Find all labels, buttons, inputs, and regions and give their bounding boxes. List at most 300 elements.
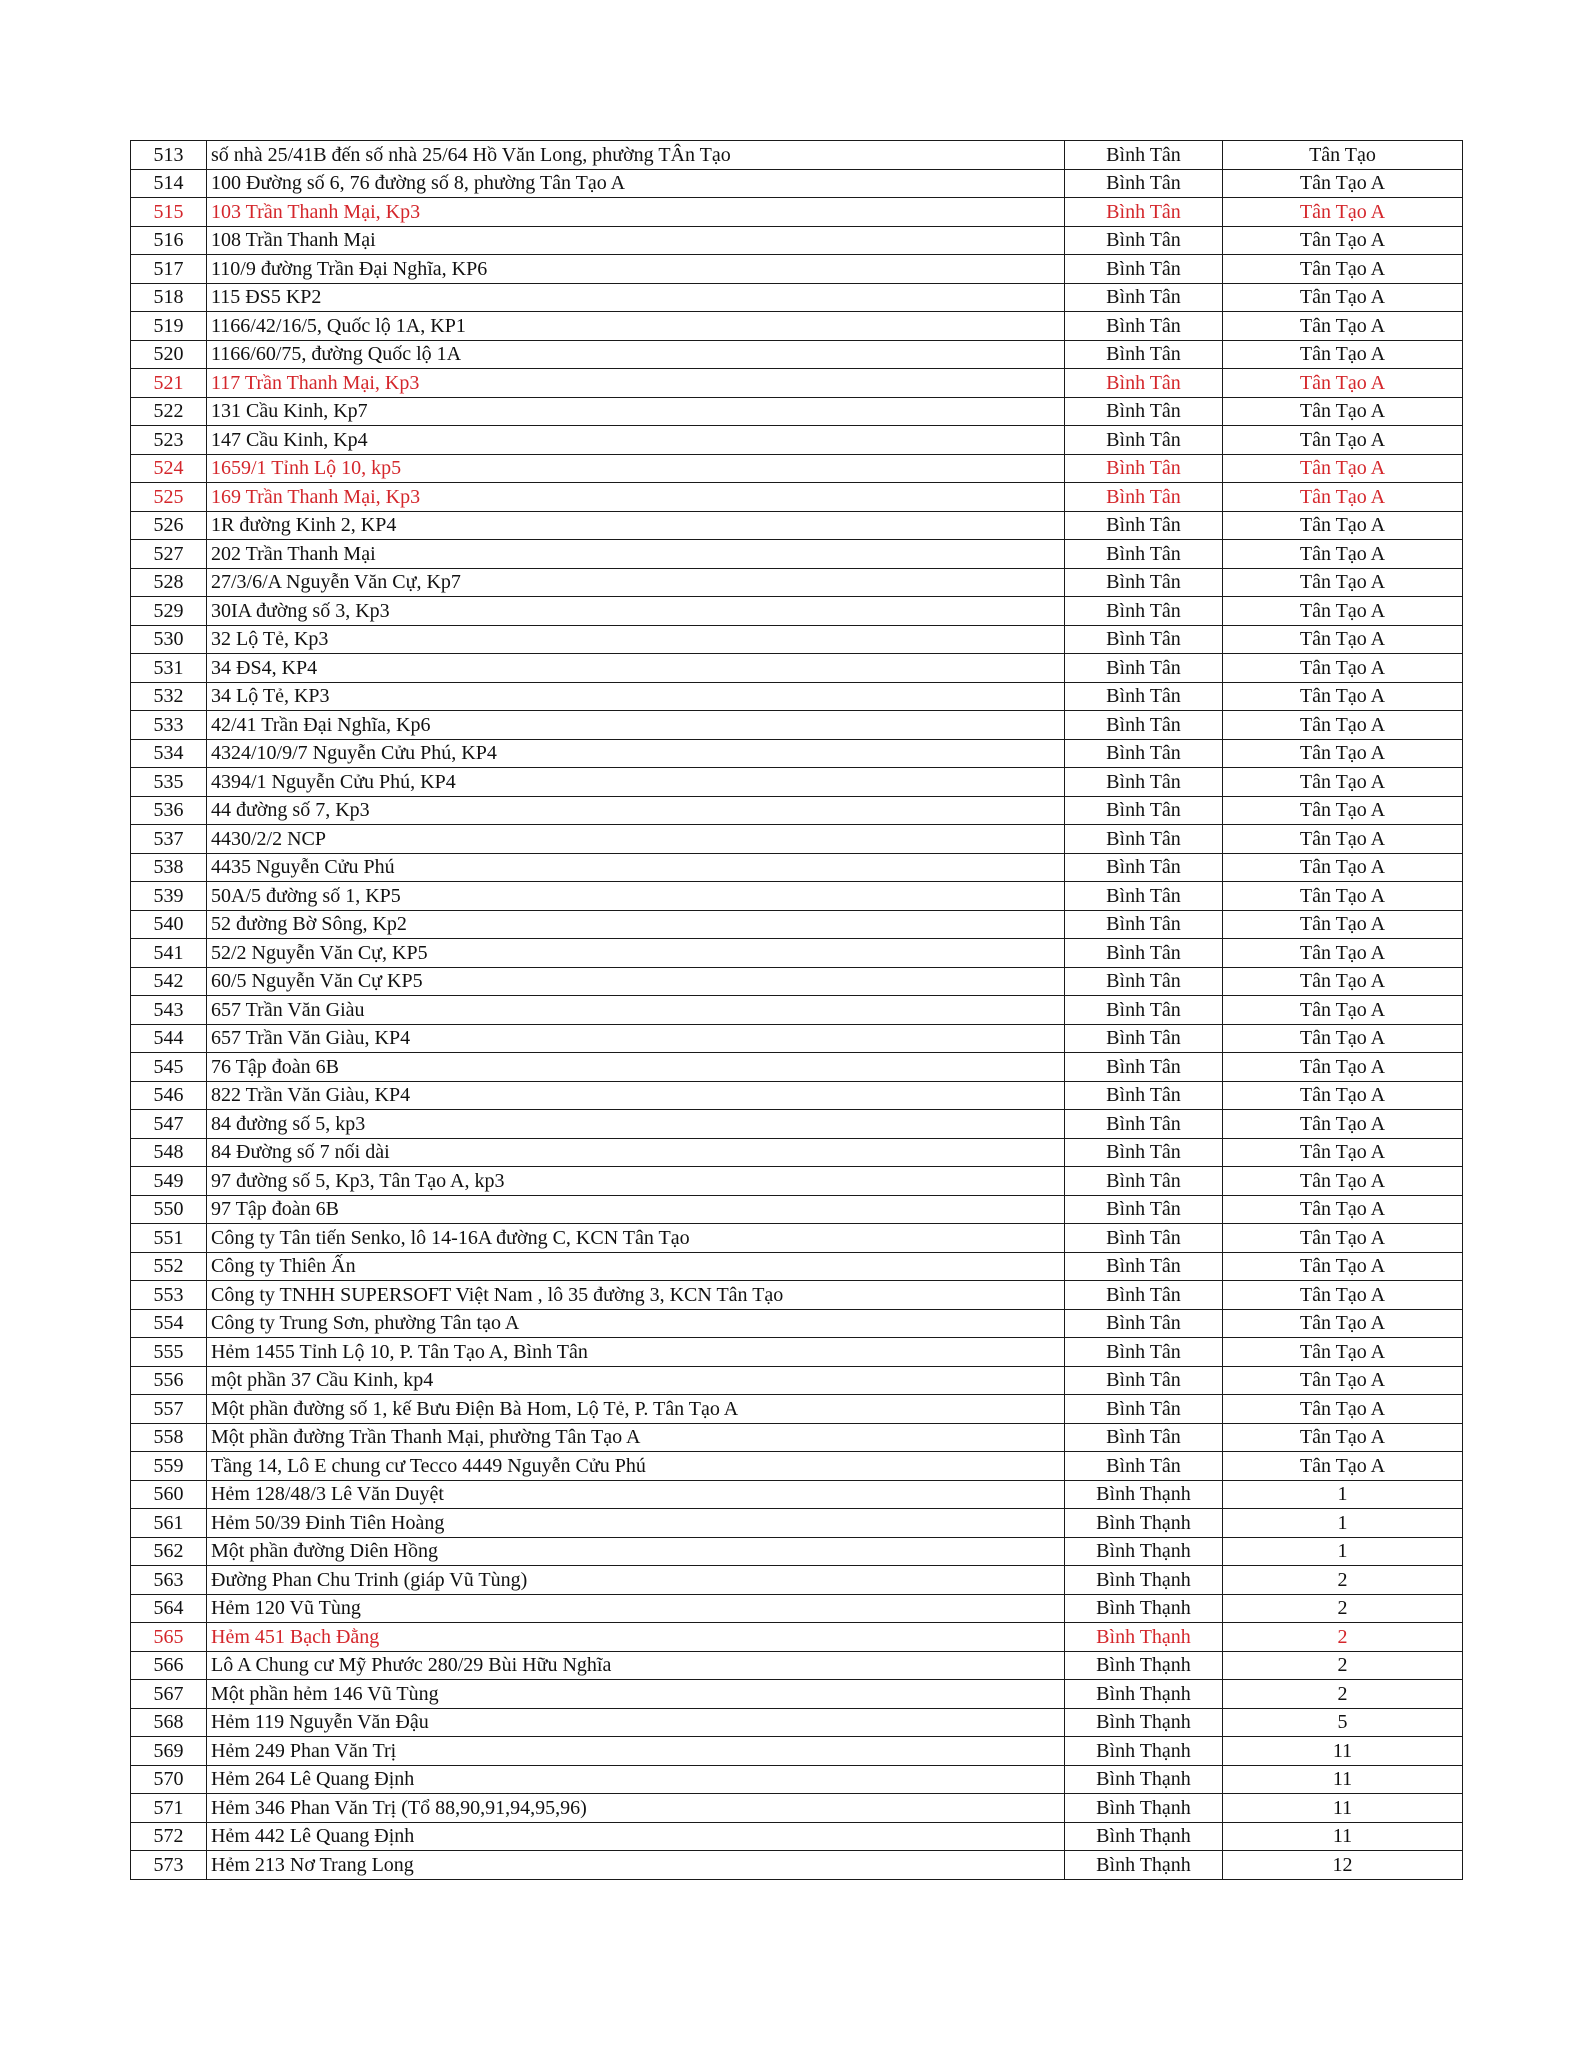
address-cell: 103 Trần Thanh Mại, Kp3 <box>207 198 1065 227</box>
ward-cell: Tân Tạo A <box>1223 283 1463 312</box>
row-number-cell: 520 <box>131 340 207 369</box>
district-cell: Bình Tân <box>1065 1138 1223 1167</box>
district-cell: Bình Tân <box>1065 967 1223 996</box>
ward-cell: Tân Tạo A <box>1223 654 1463 683</box>
address-cell: 110/9 đường Trần Đại Nghĩa, KP6 <box>207 255 1065 284</box>
district-cell: Bình Tân <box>1065 825 1223 854</box>
district-cell: Bình Thạnh <box>1065 1509 1223 1538</box>
row-number-cell: 546 <box>131 1081 207 1110</box>
row-number-cell: 538 <box>131 853 207 882</box>
district-cell: Bình Tân <box>1065 340 1223 369</box>
address-cell: 34 ĐS4, KP4 <box>207 654 1065 683</box>
row-number-cell: 557 <box>131 1395 207 1424</box>
address-cell: 97 Tập đoàn 6B <box>207 1195 1065 1224</box>
table-row <box>131 682 1463 711</box>
ward-cell: Tân Tạo A <box>1223 226 1463 255</box>
row-number-cell: 534 <box>131 739 207 768</box>
ward-cell: Tân Tạo A <box>1223 312 1463 341</box>
ward-cell: Tân Tạo A <box>1223 369 1463 398</box>
row-number-cell: 518 <box>131 283 207 312</box>
row-number-cell: 573 <box>131 1851 207 1880</box>
district-cell: Bình Tân <box>1065 1053 1223 1082</box>
ward-cell: Tân Tạo A <box>1223 1452 1463 1481</box>
table-row <box>131 568 1463 597</box>
ward-cell: Tân Tạo A <box>1223 1338 1463 1367</box>
row-number-cell: 544 <box>131 1024 207 1053</box>
row-number-cell: 524 <box>131 454 207 483</box>
row-number-cell: 550 <box>131 1195 207 1224</box>
district-cell: Bình Tân <box>1065 511 1223 540</box>
district-cell: Bình Tân <box>1065 1024 1223 1053</box>
table-row <box>131 1452 1463 1481</box>
ward-cell: Tân Tạo A <box>1223 1395 1463 1424</box>
row-number-cell: 554 <box>131 1309 207 1338</box>
row-number-cell: 543 <box>131 996 207 1025</box>
address-cell: 1659/1 Tỉnh Lộ 10, kp5 <box>207 454 1065 483</box>
address-cell: 42/41 Trần Đại Nghĩa, Kp6 <box>207 711 1065 740</box>
ward-cell: Tân Tạo A <box>1223 1224 1463 1253</box>
address-cell: 1166/60/75, đường Quốc lộ 1A <box>207 340 1065 369</box>
address-cell: Công ty Thiên Ấn <box>207 1252 1065 1281</box>
row-number-cell: 552 <box>131 1252 207 1281</box>
row-number-cell: 537 <box>131 825 207 854</box>
district-cell: Bình Tân <box>1065 255 1223 284</box>
table-row <box>131 1281 1463 1310</box>
address-cell: Công ty Tân tiến Senko, lô 14-16A đường C, KCN Tân Tạo <box>207 1224 1065 1253</box>
table-row <box>131 397 1463 426</box>
ward-cell: Tân Tạo A <box>1223 597 1463 626</box>
row-number-cell: 559 <box>131 1452 207 1481</box>
table-row <box>131 312 1463 341</box>
row-number-cell: 541 <box>131 939 207 968</box>
district-cell: Bình Tân <box>1065 910 1223 939</box>
table-row <box>131 169 1463 198</box>
row-number-cell: 515 <box>131 198 207 227</box>
ward-cell: Tân Tạo A <box>1223 1195 1463 1224</box>
row-number-cell: 545 <box>131 1053 207 1082</box>
address-cell: Hẻm 1455 Tỉnh Lộ 10, P. Tân Tạo A, Bình Tân <box>207 1338 1065 1367</box>
address-cell: 4324/10/9/7 Nguyễn Cửu Phú, KP4 <box>207 739 1065 768</box>
table-row <box>131 1537 1463 1566</box>
row-number-cell: 571 <box>131 1794 207 1823</box>
row-number-cell: 572 <box>131 1822 207 1851</box>
ward-cell: Tân Tạo A <box>1223 568 1463 597</box>
address-cell: Công ty Trung Sơn, phường Tân tạo A <box>207 1309 1065 1338</box>
table-row <box>131 967 1463 996</box>
table-row <box>131 1851 1463 1880</box>
table-row <box>131 1708 1463 1737</box>
table-row <box>131 939 1463 968</box>
address-cell: 117 Trần Thanh Mại, Kp3 <box>207 369 1065 398</box>
district-cell: Bình Tân <box>1065 1281 1223 1310</box>
table-row <box>131 1737 1463 1766</box>
row-number-cell: 569 <box>131 1737 207 1766</box>
address-table-body <box>131 141 1463 1880</box>
district-cell: Bình Tân <box>1065 198 1223 227</box>
address-cell: Hẻm 346 Phan Văn Trị (Tổ 88,90,91,94,95,96) <box>207 1794 1065 1823</box>
row-number-cell: 551 <box>131 1224 207 1253</box>
ward-cell: Tân Tạo A <box>1223 768 1463 797</box>
row-number-cell: 531 <box>131 654 207 683</box>
table-row <box>131 426 1463 455</box>
ward-cell: Tân Tạo A <box>1223 1281 1463 1310</box>
ward-cell: Tân Tạo A <box>1223 711 1463 740</box>
table-row <box>131 1024 1463 1053</box>
address-cell: Công ty TNHH SUPERSOFT Việt Nam , lô 35 đường 3, KCN Tân Tạo <box>207 1281 1065 1310</box>
address-cell: Tầng 14, Lô E chung cư Tecco 4449 Nguyễn Cửu Phú <box>207 1452 1065 1481</box>
address-cell: 60/5 Nguyễn Văn Cự KP5 <box>207 967 1065 996</box>
ward-cell: Tân Tạo A <box>1223 1366 1463 1395</box>
table-row <box>131 853 1463 882</box>
address-cell: 1166/42/16/5, Quốc lộ 1A, KP1 <box>207 312 1065 341</box>
address-table <box>130 140 1463 1880</box>
district-cell: Bình Tân <box>1065 1395 1223 1424</box>
address-cell: Hẻm 451 Bạch Đằng <box>207 1623 1065 1652</box>
address-cell: Hẻm 120 Vũ Tùng <box>207 1594 1065 1623</box>
table-row <box>131 654 1463 683</box>
district-cell: Bình Tân <box>1065 1081 1223 1110</box>
table-row <box>131 283 1463 312</box>
row-number-cell: 560 <box>131 1480 207 1509</box>
ward-cell: Tân Tạo A <box>1223 996 1463 1025</box>
ward-cell: Tân Tạo A <box>1223 1252 1463 1281</box>
district-cell: Bình Tân <box>1065 1252 1223 1281</box>
ward-cell: 11 <box>1223 1794 1463 1823</box>
address-cell: 115 ĐS5 KP2 <box>207 283 1065 312</box>
district-cell: Bình Tân <box>1065 454 1223 483</box>
district-cell: Bình Tân <box>1065 1224 1223 1253</box>
row-number-cell: 525 <box>131 483 207 512</box>
ward-cell: Tân Tạo A <box>1223 1024 1463 1053</box>
district-cell: Bình Tân <box>1065 796 1223 825</box>
row-number-cell: 563 <box>131 1566 207 1595</box>
table-row <box>131 369 1463 398</box>
ward-cell: Tân Tạo <box>1223 141 1463 170</box>
table-row <box>131 1338 1463 1367</box>
row-number-cell: 540 <box>131 910 207 939</box>
ward-cell: Tân Tạo A <box>1223 682 1463 711</box>
table-row <box>131 1081 1463 1110</box>
row-number-cell: 533 <box>131 711 207 740</box>
ward-cell: Tân Tạo A <box>1223 397 1463 426</box>
address-cell: 34 Lộ Tẻ, KP3 <box>207 682 1065 711</box>
address-cell: 657 Trần Văn Giàu, KP4 <box>207 1024 1065 1053</box>
table-row <box>131 1651 1463 1680</box>
district-cell: Bình Tân <box>1065 141 1223 170</box>
table-row <box>131 996 1463 1025</box>
address-cell: 4430/2/2 NCP <box>207 825 1065 854</box>
ward-cell: 12 <box>1223 1851 1463 1880</box>
ward-cell: 11 <box>1223 1765 1463 1794</box>
address-cell: 30IA đường số 3, Kp3 <box>207 597 1065 626</box>
district-cell: Bình Thạnh <box>1065 1537 1223 1566</box>
table-row <box>131 141 1463 170</box>
district-cell: Bình Tân <box>1065 426 1223 455</box>
table-row <box>131 1224 1463 1253</box>
address-cell: Hẻm 213 Nơ Trang Long <box>207 1851 1065 1880</box>
ward-cell: Tân Tạo A <box>1223 511 1463 540</box>
table-row <box>131 597 1463 626</box>
table-row <box>131 625 1463 654</box>
table-row <box>131 1594 1463 1623</box>
ward-cell: Tân Tạo A <box>1223 540 1463 569</box>
address-cell: 100 Đường số 6, 76 đường số 8, phường Tân Tạo A <box>207 169 1065 198</box>
address-cell: số nhà 25/41B đến số nhà 25/64 Hồ Văn Long, phường TÂn Tạo <box>207 141 1065 170</box>
ward-cell: Tân Tạo A <box>1223 967 1463 996</box>
table-row <box>131 1423 1463 1452</box>
address-cell: Hẻm 442 Lê Quang Định <box>207 1822 1065 1851</box>
row-number-cell: 532 <box>131 682 207 711</box>
address-cell: 4394/1 Nguyễn Cửu Phú, KP4 <box>207 768 1065 797</box>
district-cell: Bình Tân <box>1065 654 1223 683</box>
address-cell: 44 đường số 7, Kp3 <box>207 796 1065 825</box>
address-cell: Hẻm 264 Lê Quang Định <box>207 1765 1065 1794</box>
address-cell: Hẻm 119 Nguyễn Văn Đậu <box>207 1708 1065 1737</box>
address-cell: 169 Trần Thanh Mại, Kp3 <box>207 483 1065 512</box>
district-cell: Bình Tân <box>1065 540 1223 569</box>
district-cell: Bình Thạnh <box>1065 1822 1223 1851</box>
district-cell: Bình Tân <box>1065 939 1223 968</box>
table-row <box>131 1623 1463 1652</box>
row-number-cell: 568 <box>131 1708 207 1737</box>
address-cell: 32 Lộ Tẻ, Kp3 <box>207 625 1065 654</box>
ward-cell: Tân Tạo A <box>1223 426 1463 455</box>
row-number-cell: 558 <box>131 1423 207 1452</box>
row-number-cell: 547 <box>131 1110 207 1139</box>
table-row <box>131 1822 1463 1851</box>
address-cell: Hẻm 249 Phan Văn Trị <box>207 1737 1065 1766</box>
address-cell: 27/3/6/A Nguyễn Văn Cự, Kp7 <box>207 568 1065 597</box>
address-cell: 1R đường Kinh 2, KP4 <box>207 511 1065 540</box>
ward-cell: Tân Tạo A <box>1223 483 1463 512</box>
table-row <box>131 1138 1463 1167</box>
row-number-cell: 516 <box>131 226 207 255</box>
address-cell: một phần 37 Cầu Kinh, kp4 <box>207 1366 1065 1395</box>
row-number-cell: 522 <box>131 397 207 426</box>
address-cell: Hẻm 50/39 Đinh Tiên Hoàng <box>207 1509 1065 1538</box>
district-cell: Bình Thạnh <box>1065 1765 1223 1794</box>
row-number-cell: 523 <box>131 426 207 455</box>
ward-cell: 2 <box>1223 1566 1463 1595</box>
address-cell: 202 Trần Thanh Mại <box>207 540 1065 569</box>
district-cell: Bình Thạnh <box>1065 1708 1223 1737</box>
ward-cell: Tân Tạo A <box>1223 1138 1463 1167</box>
row-number-cell: 527 <box>131 540 207 569</box>
row-number-cell: 514 <box>131 169 207 198</box>
table-row <box>131 1794 1463 1823</box>
district-cell: Bình Thạnh <box>1065 1680 1223 1709</box>
table-row <box>131 226 1463 255</box>
address-cell: Đường Phan Chu Trinh (giáp Vũ Tùng) <box>207 1566 1065 1595</box>
row-number-cell: 555 <box>131 1338 207 1367</box>
ward-cell: 5 <box>1223 1708 1463 1737</box>
district-cell: Bình Tân <box>1065 739 1223 768</box>
table-row <box>131 540 1463 569</box>
address-cell: 84 đường số 5, kp3 <box>207 1110 1065 1139</box>
district-cell: Bình Thạnh <box>1065 1851 1223 1880</box>
ward-cell: Tân Tạo A <box>1223 939 1463 968</box>
table-row <box>131 1765 1463 1794</box>
district-cell: Bình Tân <box>1065 1309 1223 1338</box>
district-cell: Bình Tân <box>1065 1366 1223 1395</box>
table-row <box>131 1110 1463 1139</box>
district-cell: Bình Thạnh <box>1065 1623 1223 1652</box>
ward-cell: Tân Tạo A <box>1223 255 1463 284</box>
district-cell: Bình Tân <box>1065 369 1223 398</box>
ward-cell: Tân Tạo A <box>1223 340 1463 369</box>
ward-cell: Tân Tạo A <box>1223 1423 1463 1452</box>
table-row <box>131 1167 1463 1196</box>
ward-cell: 1 <box>1223 1537 1463 1566</box>
row-number-cell: 561 <box>131 1509 207 1538</box>
district-cell: Bình Tân <box>1065 682 1223 711</box>
row-number-cell: 566 <box>131 1651 207 1680</box>
row-number-cell: 517 <box>131 255 207 284</box>
address-cell: Lô A Chung cư Mỹ Phước 280/29 Bùi Hữu Nghĩa <box>207 1651 1065 1680</box>
district-cell: Bình Tân <box>1065 1423 1223 1452</box>
table-row <box>131 1566 1463 1595</box>
district-cell: Bình Tân <box>1065 768 1223 797</box>
row-number-cell: 535 <box>131 768 207 797</box>
district-cell: Bình Tân <box>1065 1167 1223 1196</box>
address-cell: Một phần đường số 1, kế Bưu Điện Bà Hom, Lộ Tẻ, P. Tân Tạo A <box>207 1395 1065 1424</box>
ward-cell: Tân Tạo A <box>1223 454 1463 483</box>
row-number-cell: 529 <box>131 597 207 626</box>
ward-cell: Tân Tạo A <box>1223 825 1463 854</box>
district-cell: Bình Tân <box>1065 1452 1223 1481</box>
table-row <box>131 1395 1463 1424</box>
table-row <box>131 255 1463 284</box>
address-cell: Một phần hẻm 146 Vũ Tùng <box>207 1680 1065 1709</box>
address-cell: 108 Trần Thanh Mại <box>207 226 1065 255</box>
ward-cell: Tân Tạo A <box>1223 853 1463 882</box>
row-number-cell: 567 <box>131 1680 207 1709</box>
ward-cell: Tân Tạo A <box>1223 1309 1463 1338</box>
district-cell: Bình Tân <box>1065 1195 1223 1224</box>
row-number-cell: 528 <box>131 568 207 597</box>
district-cell: Bình Tân <box>1065 996 1223 1025</box>
table-row <box>131 768 1463 797</box>
ward-cell: Tân Tạo A <box>1223 1167 1463 1196</box>
district-cell: Bình Thạnh <box>1065 1737 1223 1766</box>
ward-cell: 11 <box>1223 1822 1463 1851</box>
district-cell: Bình Thạnh <box>1065 1794 1223 1823</box>
table-row <box>131 739 1463 768</box>
ward-cell: Tân Tạo A <box>1223 882 1463 911</box>
ward-cell: Tân Tạo A <box>1223 910 1463 939</box>
table-row <box>131 1509 1463 1538</box>
ward-cell: 2 <box>1223 1651 1463 1680</box>
table-row <box>131 1309 1463 1338</box>
table-row <box>131 1680 1463 1709</box>
row-number-cell: 553 <box>131 1281 207 1310</box>
ward-cell: 1 <box>1223 1480 1463 1509</box>
district-cell: Bình Tân <box>1065 625 1223 654</box>
district-cell: Bình Thạnh <box>1065 1480 1223 1509</box>
address-cell: 147 Cầu Kinh, Kp4 <box>207 426 1065 455</box>
district-cell: Bình Tân <box>1065 882 1223 911</box>
ward-cell: Tân Tạo A <box>1223 1110 1463 1139</box>
ward-cell: Tân Tạo A <box>1223 1081 1463 1110</box>
ward-cell: 1 <box>1223 1509 1463 1538</box>
row-number-cell: 548 <box>131 1138 207 1167</box>
ward-cell: Tân Tạo A <box>1223 625 1463 654</box>
row-number-cell: 542 <box>131 967 207 996</box>
table-row <box>131 711 1463 740</box>
row-number-cell: 530 <box>131 625 207 654</box>
row-number-cell: 521 <box>131 369 207 398</box>
table-row <box>131 825 1463 854</box>
row-number-cell: 564 <box>131 1594 207 1623</box>
district-cell: Bình Tân <box>1065 169 1223 198</box>
ward-cell: 2 <box>1223 1623 1463 1652</box>
address-cell: 4435 Nguyễn Cửu Phú <box>207 853 1065 882</box>
address-cell: 76 Tập đoàn 6B <box>207 1053 1065 1082</box>
table-row <box>131 198 1463 227</box>
ward-cell: Tân Tạo A <box>1223 796 1463 825</box>
row-number-cell: 565 <box>131 1623 207 1652</box>
table-row <box>131 511 1463 540</box>
address-cell: 97 đường số 5, Kp3, Tân Tạo A, kp3 <box>207 1167 1065 1196</box>
row-number-cell: 549 <box>131 1167 207 1196</box>
ward-cell: 11 <box>1223 1737 1463 1766</box>
table-row <box>131 1366 1463 1395</box>
row-number-cell: 556 <box>131 1366 207 1395</box>
table-row <box>131 882 1463 911</box>
table-row <box>131 454 1463 483</box>
address-cell: Một phần đường Trần Thanh Mại, phường Tân Tạo A <box>207 1423 1065 1452</box>
district-cell: Bình Tân <box>1065 597 1223 626</box>
row-number-cell: 526 <box>131 511 207 540</box>
district-cell: Bình Tân <box>1065 226 1223 255</box>
ward-cell: Tân Tạo A <box>1223 1053 1463 1082</box>
ward-cell: 2 <box>1223 1594 1463 1623</box>
district-cell: Bình Tân <box>1065 397 1223 426</box>
address-cell: 84 Đường số 7 nối dài <box>207 1138 1065 1167</box>
ward-cell: Tân Tạo A <box>1223 198 1463 227</box>
row-number-cell: 539 <box>131 882 207 911</box>
table-row <box>131 340 1463 369</box>
address-cell: 131 Cầu Kinh, Kp7 <box>207 397 1065 426</box>
district-cell: Bình Tân <box>1065 1338 1223 1367</box>
table-row <box>131 1053 1463 1082</box>
district-cell: Bình Thạnh <box>1065 1651 1223 1680</box>
district-cell: Bình Tân <box>1065 283 1223 312</box>
district-cell: Bình Thạnh <box>1065 1594 1223 1623</box>
table-row <box>131 1480 1463 1509</box>
table-row <box>131 483 1463 512</box>
district-cell: Bình Thạnh <box>1065 1566 1223 1595</box>
address-cell: 52 đường Bờ Sông, Kp2 <box>207 910 1065 939</box>
row-number-cell: 519 <box>131 312 207 341</box>
district-cell: Bình Tân <box>1065 568 1223 597</box>
row-number-cell: 536 <box>131 796 207 825</box>
district-cell: Bình Tân <box>1065 312 1223 341</box>
table-row <box>131 910 1463 939</box>
address-cell: Một phần đường Diên Hồng <box>207 1537 1065 1566</box>
row-number-cell: 562 <box>131 1537 207 1566</box>
address-cell: 52/2 Nguyễn Văn Cự, KP5 <box>207 939 1065 968</box>
address-cell: 657 Trần Văn Giàu <box>207 996 1065 1025</box>
district-cell: Bình Tân <box>1065 853 1223 882</box>
ward-cell: 2 <box>1223 1680 1463 1709</box>
table-row <box>131 796 1463 825</box>
row-number-cell: 570 <box>131 1765 207 1794</box>
address-cell: 50A/5 đường số 1, KP5 <box>207 882 1065 911</box>
table-row <box>131 1252 1463 1281</box>
table-row <box>131 1195 1463 1224</box>
row-number-cell: 513 <box>131 141 207 170</box>
